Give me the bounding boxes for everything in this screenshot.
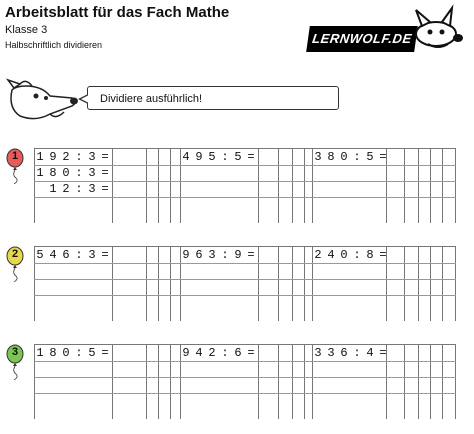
logo-text: LERNWOLF.DE: [306, 26, 418, 52]
digit-cell: 6: [195, 248, 203, 262]
digit-cell: 1: [36, 150, 44, 164]
grid-line: [34, 377, 456, 378]
grid-line: [430, 149, 431, 223]
answer-grid: [34, 344, 456, 419]
grid-line: [292, 345, 293, 419]
digit-cell: 2: [314, 248, 322, 262]
digit-cell: :: [75, 248, 83, 262]
digit-cell: =: [101, 248, 109, 262]
digit-cell: 9: [195, 150, 203, 164]
digit-cell: 9: [182, 248, 190, 262]
grid-line: [442, 149, 443, 223]
digit-cell: 3: [88, 150, 96, 164]
exercise-number: 2: [11, 248, 19, 260]
grid-line: [418, 345, 419, 419]
wolf-mascot-icon: [408, 4, 468, 56]
grid-line: [278, 345, 279, 419]
grid-line: [455, 149, 456, 223]
digit-cell: 4: [182, 150, 190, 164]
grid-line: [112, 149, 113, 223]
grid-line: [404, 345, 405, 419]
digit-cell: 0: [340, 150, 348, 164]
digit-cell: :: [75, 346, 83, 360]
grid-line: [146, 345, 147, 419]
digit-cell: =: [101, 346, 109, 360]
exercise-number: 1: [11, 150, 19, 162]
grid-line: [34, 295, 456, 296]
grid-line: [258, 247, 259, 321]
digit-cell: 8: [49, 166, 57, 180]
digit-cell: :: [75, 166, 83, 180]
grid-line: [34, 263, 456, 264]
grid-line: [170, 345, 171, 419]
grid-line: [278, 247, 279, 321]
exercise-number: 3: [11, 346, 19, 358]
digit-cell: 0: [340, 248, 348, 262]
digit-cell: 4: [366, 346, 374, 360]
grid-line: [170, 149, 171, 223]
digit-cell: =: [247, 150, 255, 164]
grid-line: [258, 149, 259, 223]
digit-cell: 2: [62, 182, 70, 196]
digit-cell: =: [247, 346, 255, 360]
grid-line: [304, 149, 305, 223]
digit-cell: =: [379, 346, 387, 360]
grid-line: [430, 247, 431, 321]
digit-cell: 4: [49, 248, 57, 262]
grid-line: [292, 149, 293, 223]
digit-cell: 3: [88, 248, 96, 262]
digit-cell: =: [379, 248, 387, 262]
grid-line: [455, 345, 456, 419]
grid-line: [278, 149, 279, 223]
digit-cell: :: [75, 150, 83, 164]
digit-cell: 8: [366, 248, 374, 262]
grid-line: [258, 345, 259, 419]
answer-grid: [34, 148, 456, 223]
digit-cell: 6: [234, 346, 242, 360]
answer-grid: [34, 246, 456, 321]
digit-cell: 9: [182, 346, 190, 360]
digit-cell: :: [221, 346, 229, 360]
grid-line: [146, 149, 147, 223]
digit-cell: 5: [366, 150, 374, 164]
digit-cell: :: [221, 248, 229, 262]
digit-cell: 5: [208, 150, 216, 164]
page-title: Arbeitsblatt für das Fach Mathe: [5, 4, 230, 21]
grid-line: [146, 247, 147, 321]
digit-cell: 4: [195, 346, 203, 360]
grid-line: [34, 197, 456, 198]
digit-cell: 8: [49, 346, 57, 360]
digit-cell: :: [75, 182, 83, 196]
instruction-bubble: Dividiere ausführlich!: [87, 86, 339, 110]
digit-cell: 9: [49, 150, 57, 164]
digit-cell: :: [353, 150, 361, 164]
topic-label: Halbschriftlich dividieren: [5, 40, 103, 50]
digit-cell: =: [247, 248, 255, 262]
digit-cell: 1: [49, 182, 57, 196]
digit-cell: 3: [314, 346, 322, 360]
digit-cell: =: [379, 150, 387, 164]
digit-cell: 1: [36, 346, 44, 360]
digit-cell: 3: [88, 182, 96, 196]
digit-cell: 8: [327, 150, 335, 164]
grid-line: [404, 247, 405, 321]
digit-cell: =: [101, 182, 109, 196]
digit-cell: 2: [62, 150, 70, 164]
digit-cell: 5: [36, 248, 44, 262]
digit-cell: :: [353, 346, 361, 360]
grid-line: [34, 361, 456, 362]
grid-line: [304, 247, 305, 321]
digit-cell: 3: [88, 166, 96, 180]
lernwolf-logo: [300, 4, 468, 56]
digit-cell: =: [101, 150, 109, 164]
digit-cell: 9: [234, 248, 242, 262]
digit-cell: :: [353, 248, 361, 262]
wolf-head-icon: [6, 78, 80, 124]
grid-line: [418, 247, 419, 321]
grid-line: [304, 345, 305, 419]
digit-cell: 3: [314, 150, 322, 164]
digit-cell: 6: [62, 248, 70, 262]
grid-line: [112, 345, 113, 419]
digit-cell: 5: [88, 346, 96, 360]
grid-line: [34, 279, 456, 280]
digit-cell: 1: [36, 166, 44, 180]
grade-label: Klasse 3: [5, 24, 48, 36]
grid-line: [34, 393, 456, 394]
digit-cell: 0: [62, 346, 70, 360]
grid-line: [158, 247, 159, 321]
grid-line: [442, 345, 443, 419]
grid-line: [404, 149, 405, 223]
grid-line: [112, 247, 113, 321]
grid-line: [292, 247, 293, 321]
digit-cell: 3: [327, 346, 335, 360]
digit-cell: 2: [208, 346, 216, 360]
grid-line: [158, 149, 159, 223]
digit-cell: 0: [62, 166, 70, 180]
grid-line: [170, 247, 171, 321]
digit-cell: =: [101, 166, 109, 180]
digit-cell: 4: [327, 248, 335, 262]
digit-cell: 5: [234, 150, 242, 164]
grid-line: [442, 247, 443, 321]
grid-line: [158, 345, 159, 419]
grid-line: [455, 247, 456, 321]
digit-cell: 3: [208, 248, 216, 262]
grid-line: [418, 149, 419, 223]
grid-line: [430, 345, 431, 419]
digit-cell: 6: [340, 346, 348, 360]
digit-cell: :: [221, 150, 229, 164]
